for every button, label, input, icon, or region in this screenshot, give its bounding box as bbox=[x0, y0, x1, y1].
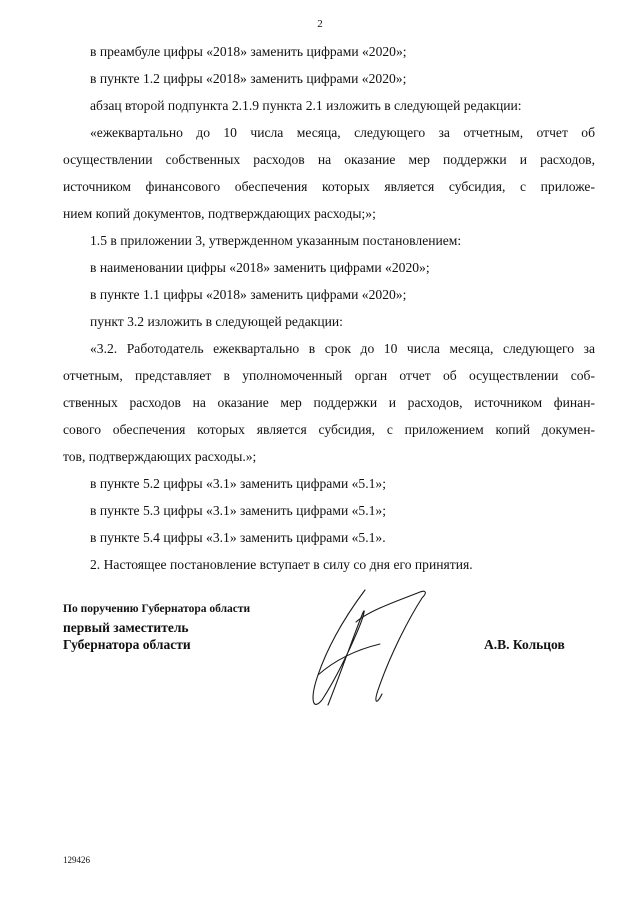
text-line: тов, подтверждающих расходы.»; bbox=[63, 449, 257, 464]
text-line: в пункте 5.4 цифры «3.1» заменить цифрами «5.1». bbox=[90, 530, 386, 545]
signatory-name: А.В. Кольцов bbox=[484, 637, 565, 652]
signatory-title-line2: Губернатора области bbox=[63, 637, 191, 652]
footer-number: 129426 bbox=[63, 855, 90, 865]
text-line: пункт 3.2 изложить в следующей редакции: bbox=[90, 314, 343, 329]
page-number: 2 bbox=[317, 18, 323, 30]
text-line: отчетным, представляет в уполномоченный орган отчет об осуществлении соб- bbox=[63, 368, 595, 383]
text-line: осуществлении собственных расходов на оказание мер поддержки и расходов, bbox=[63, 152, 595, 167]
text-line: в наименовании цифры «2018» заменить цифрами «2020»; bbox=[90, 260, 430, 275]
signatory-title-line1: первый заместитель bbox=[63, 620, 189, 635]
text-line: источником финансового обеспечения которых является субсидия, с приложе- bbox=[63, 179, 595, 194]
text-line: 2. Настоящее постановление вступает в силу со дня его принятия. bbox=[90, 557, 473, 572]
text-line: «ежеквартально до 10 числа месяца, следующего за отчетным, отчет об bbox=[90, 125, 595, 140]
text-line: в пункте 5.3 цифры «3.1» заменить цифрами «5.1»; bbox=[90, 503, 386, 518]
text-line: нием копий документов, подтверждающих расходы;»; bbox=[63, 206, 376, 221]
text-line: в пункте 1.2 цифры «2018» заменить цифрами «2020»; bbox=[90, 71, 407, 86]
handwritten-signature bbox=[290, 580, 440, 715]
text-line: ственных расходов на оказание мер поддержки и расходов, источником финан- bbox=[63, 395, 595, 410]
text-line: абзац второй подпункта 2.1.9 пункта 2.1 изложить в следующей редакции: bbox=[90, 98, 522, 113]
text-line: 1.5 в приложении 3, утвержденном указанным постановлением: bbox=[90, 233, 462, 248]
text-line: «3.2. Работодатель ежеквартально в срок до 10 числа месяца, следующего за bbox=[90, 341, 595, 356]
signature-on-behalf: По поручению Губернатора области bbox=[63, 603, 251, 615]
text-line: в пункте 1.1 цифры «2018» заменить цифрами «2020»; bbox=[90, 287, 407, 302]
text-line: в преамбуле цифры «2018» заменить цифрами «2020»; bbox=[90, 44, 407, 59]
text-line: сового обеспечения которых является субсидия, с приложением копий докумен- bbox=[63, 422, 595, 437]
text-line: в пункте 5.2 цифры «3.1» заменить цифрами «5.1»; bbox=[90, 476, 386, 491]
